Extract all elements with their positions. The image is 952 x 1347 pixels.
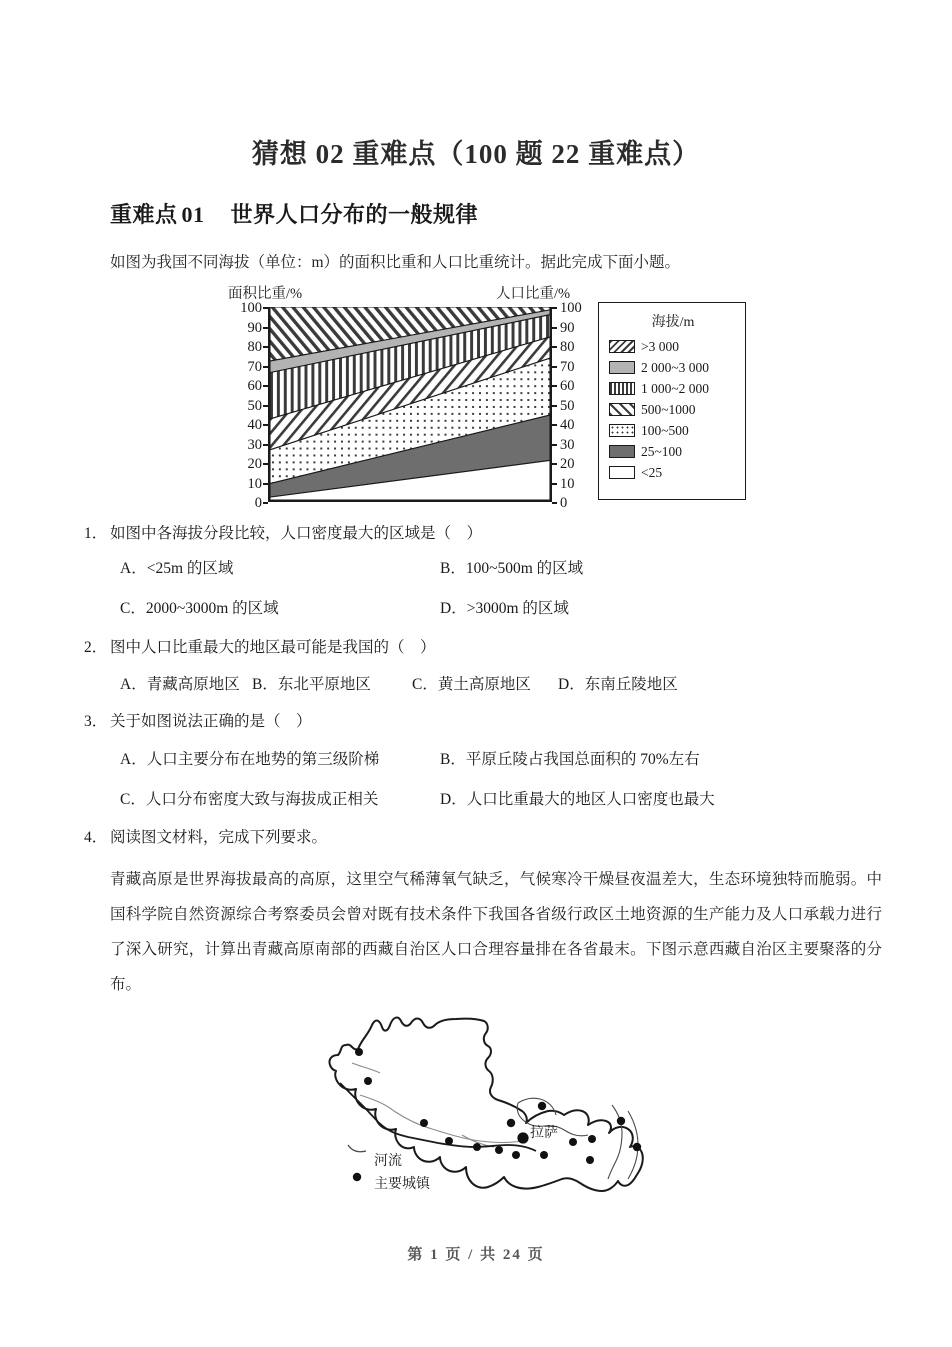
town-dot (588, 1135, 596, 1143)
swatch-solid-gray-icon (609, 361, 635, 374)
legend-label-2000-3000: 2 000~3 000 (641, 359, 710, 375)
question-1-number: 1． (84, 525, 108, 542)
town-dot (633, 1143, 641, 1151)
chart-bands (270, 307, 550, 500)
town-dot (538, 1102, 546, 1110)
legend-label-25-100: 25~100 (641, 443, 683, 459)
swatch-vertical-lines-icon (609, 382, 635, 395)
question-2-stem (84, 636, 884, 660)
town-dot (617, 1117, 625, 1125)
elevation-area-population-chart (228, 282, 748, 514)
town-dot (445, 1137, 453, 1145)
chart-plot-area (268, 307, 552, 502)
question-3-option-a[interactable]: A．人口主要分布在地势的第三级阶梯 (120, 751, 380, 768)
question-1-options-row-2 (120, 596, 910, 620)
chart-y-axis-right: 100 90 80 70 60 50 40 30 20 10 0 (552, 307, 596, 502)
town-dot (355, 1048, 363, 1056)
question-2-option-b[interactable]: B．东北平原地区 (252, 676, 371, 693)
question-2-number: 2． (84, 639, 108, 656)
question-3-stem (84, 710, 884, 734)
town-dot (569, 1138, 577, 1146)
legend-item-lt25 (609, 462, 737, 483)
question-3-text: 关于如图说法正确的是（ ） (110, 713, 312, 730)
question-3-options-row-1 (120, 747, 910, 771)
question-1-option-b[interactable]: B．100~500m 的区域 (440, 560, 584, 577)
town-dot (540, 1151, 548, 1159)
town-dot (495, 1146, 503, 1154)
legend-item-gt3000 (609, 336, 737, 357)
town-dot (507, 1119, 515, 1127)
legend-label-500-1000: 500~1000 (641, 401, 696, 417)
legend-label-100-500: 100~500 (641, 422, 689, 438)
question-3-number: 3． (84, 713, 108, 730)
legend-town-icon (353, 1173, 361, 1181)
chart-axis-title-left: 面积比重/% (228, 286, 303, 302)
question-1-option-c[interactable]: C．2000~3000m 的区域 (120, 600, 279, 617)
legend-label-lt25: <25 (641, 464, 663, 480)
swatch-dark-gray-icon (609, 445, 635, 458)
question-3-option-d[interactable]: D．人口比重最大的地区人口密度也最大 (440, 791, 715, 808)
section-heading-text: 世界人口分布的一般规律 (230, 202, 479, 227)
question-2-text: 图中人口比重最大的地区最可能是我国的（ ） (110, 639, 436, 656)
legend-item-2000-3000 (609, 357, 737, 378)
question-2-option-d[interactable]: D．东南丘陵地区 (558, 676, 678, 693)
question-1-option-d[interactable]: D．>3000m 的区域 (440, 600, 569, 617)
question-1-text: 如图中各海拔分段比较，人口密度最大的区域是（ ） (110, 525, 483, 542)
legend-item-100-500 (609, 420, 737, 441)
map-legend-river-label: 河流 (374, 1154, 402, 1169)
chart-legend (598, 302, 746, 500)
question-4-stem (84, 826, 884, 850)
section-heading-number: 01 (181, 202, 205, 227)
lhasa-dot (517, 1132, 528, 1143)
intro-text: 如图为我国不同海拔（单位：m）的面积比重和人口比重统计。据此完成下面小题。 (110, 254, 681, 271)
section-heading-prefix: 重难点 (110, 202, 178, 227)
question-2-option-c[interactable]: C．黄土高原地区 (412, 676, 531, 693)
swatch-dots-icon (609, 424, 635, 437)
tibet-settlement-map (322, 995, 692, 1210)
question-1-options-row-1 (120, 556, 910, 580)
legend-label-gt3000: >3 000 (641, 338, 679, 354)
question-3-option-c[interactable]: C．人口分布密度大致与海拔成正相关 (120, 791, 379, 808)
town-dot (364, 1077, 372, 1085)
swatch-fwd-hatch-icon (609, 340, 635, 353)
map-legend-town-label: 主要城镇 (374, 1177, 430, 1192)
question-4-paragraph: 青藏高原是世界海拔最高的高原，这里空气稀薄氧气缺乏，气候寒冷干燥昼夜温差大，生态环境独特而脆弱。中国科学院自然资源综合考察委员会曾对既有技术条件下我国各省级行政区土地资源的生产能力及人口承载力进行了深入研究，计算出青藏高原南部的西藏自治区人口合理容量排在各省最末。下图示意西藏自治区主要聚落的分布。 (110, 871, 882, 993)
question-2-option-a[interactable]: A．青藏高原地区 (120, 676, 240, 693)
town-dot (420, 1119, 428, 1127)
chart-axis-title-right: 人口比重/% (496, 286, 571, 302)
section-heading (110, 198, 478, 229)
question-4-text: 阅读图文材料，完成下列要求。 (110, 829, 328, 846)
legend-item-25-100 (609, 441, 737, 462)
town-dot (586, 1156, 594, 1164)
question-1-option-a[interactable]: A．<25m 的区域 (120, 560, 234, 577)
page-footer: 第 1 页 / 共 24 页 (407, 1247, 545, 1263)
legend-item-500-1000 (609, 399, 737, 420)
legend-river-icon (348, 1145, 366, 1152)
legend-label-1000-2000: 1 000~2 000 (641, 380, 710, 396)
question-3-option-b[interactable]: B．平原丘陵占我国总面积的 70%左右 (440, 751, 700, 768)
page-title: 猜想 02 重难点（100 题 22 重难点） (251, 139, 701, 169)
legend-item-1000-2000 (609, 378, 737, 399)
town-dot (473, 1143, 481, 1151)
chart-legend-title: 海拔/m (651, 315, 695, 330)
question-4-number: 4． (84, 829, 108, 846)
chart-y-axis-left: 100 90 80 70 60 50 40 30 20 10 0 (228, 307, 268, 502)
lhasa-label: 拉萨 (530, 1126, 558, 1141)
town-dot (512, 1151, 520, 1159)
question-3-options-row-2 (120, 787, 910, 811)
question-2-options-row (120, 672, 910, 696)
question-1-stem (84, 522, 884, 546)
swatch-back-hatch-icon (609, 403, 635, 416)
swatch-white-icon (609, 466, 635, 479)
